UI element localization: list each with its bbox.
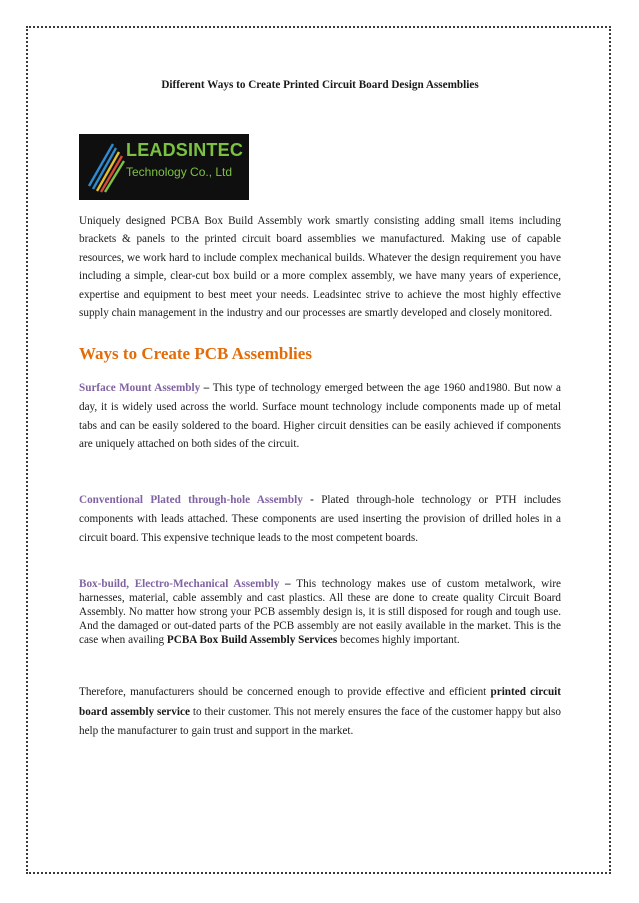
box-build-body: This technology makes use of custom metalwork, wire harnesses, material, cable assembly and cast plastics. All these are done to create quality Circuit Board Assembly. No matter how strong your PCB assembly design is, it is still disposed for rough and tough use. And the damaged or out-dated parts of the PCB assembly are not easily available in the market. This is the case when availing [79, 578, 562, 646]
box-build-paragraph [79, 577, 561, 647]
logo-stripes-icon [79, 134, 129, 200]
surface-mount-body: This type of technology emerged between the age 1960 and1980. But now a day, it is widely used across the world. Surface mount technology include components made up of metal tabs and can be easily soldered to the board. Higher circuit densities can be easily achieved if components are uniquely attached on both sides of the circuit. [79, 382, 561, 451]
through-hole-body: Plated through-hole technology or PTH includes components with leads attached. These components are used inserting the provision of drilled holes in a circuit board. This expensive technique leads to the most competent boards. [79, 494, 562, 545]
surface-mount-paragraph [79, 379, 561, 454]
closing-after: to their customer. This not merely ensures the face of the customer happy but also help the manufacturer to gain trust and support in the market. [79, 705, 561, 738]
through-hole-lead: Conventional Plated through-hole Assembly [79, 494, 303, 506]
company-logo [79, 134, 249, 200]
surface-mount-separator: – [200, 382, 213, 394]
box-build-tail: becomes highly important. [337, 634, 460, 646]
surface-mount-lead: Surface Mount Assembly [79, 382, 201, 394]
logo-name [126, 140, 243, 161]
through-hole-paragraph [79, 491, 561, 549]
logo-text [126, 140, 243, 179]
document-title: Different Ways to Create Printed Circuit Board Design Assemblies [161, 79, 479, 91]
box-build-separator: – [279, 578, 297, 590]
logo-name-part2: INTEC [188, 140, 244, 160]
closing-paragraph [79, 683, 561, 742]
logo-subtitle: Technology Co., Ltd [126, 165, 233, 179]
closing-before: Therefore, manufacturers should be concerned enough to provide effective and efficient [79, 686, 491, 698]
closing-bold: printed circuit board assembly service [79, 686, 561, 718]
box-build-lead: Box-build, Electro-Mechanical Assembly [79, 578, 280, 590]
logo-name-part1: LEADS [126, 140, 189, 160]
through-hole-separator: - [302, 494, 322, 506]
box-build-bold: PCBA Box Build Assembly Services [166, 634, 338, 646]
intro-paragraph: Uniquely designed PCBA Box Build Assembly work smartly consisting adding small items including brackets & panels to the printed circuit board assemblies we manufactured. Making use of capable resources, we work hard to include complex mechanical builds. Whatever the design requirement you have including a simple, clear-cut box build or a more complex assembly, we have many years of experience, expertise and equipment to best meet your needs. Leadsintec strive to achieve the most highly effective supply chain management in the industry and our processes are smartly developed and closely monitored. [79, 215, 561, 320]
section-heading: Ways to Create PCB Assemblies [79, 344, 312, 363]
